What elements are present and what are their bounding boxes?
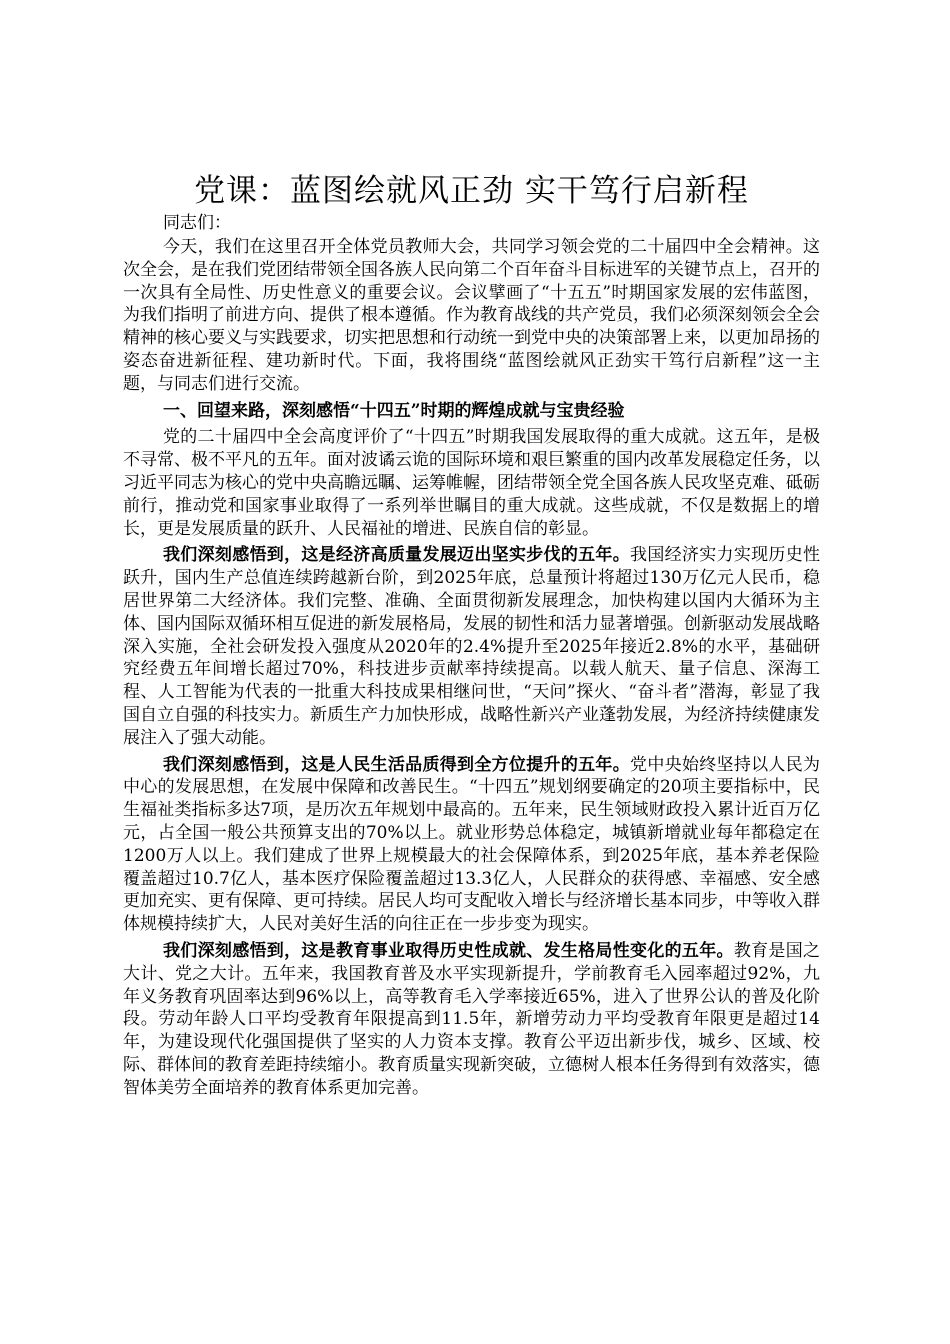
section-paragraph-3 bbox=[123, 754, 820, 936]
paragraph-body-livelihood: 党中央始终坚持以人民为中心的发展思想，在发展中保障和改善民生。“十四五”规划纲要确定的20项主要指标中，民生福祉类指标多达7项，是历次五年规划中最高的。五年来，民生领域财政投入累计近百万亿元，占全国一般公共预算支出的70%以上。就业形势总体稳定，城镇新增就业每年都稳定在1200万人以上。我们建成了世界上规模最大的社会保障体系，到2025年底，基本养老保险覆盖超过10.7亿人，基本医疗保险覆盖超过13.3亿人，人民群众的获得感、幸福感、安全感更加充实、更有保障、更可持续。居民人均可支配收入增长与经济增长基本同步，中等收入群体规模持续扩大，人民对美好生活的向往正在一步步变为现实。 bbox=[123, 754, 821, 935]
section-paragraph-1: 党的二十届四中全会高度评价了“十四五”时期我国发展取得的重大成就。这五年，是极不寻常、极不平凡的五年。面对波谲云诡的国际环境和艰巨繁重的国内改革发展稳定任务，以习近平同志为核心的党中央高瞻远瞩、运筹帷幄，团结带领全党全国各族人民攻坚克难、砥砺前行，推动党和国家事业取得了一系列举世瞩目的重大成就。这些成就，不仅是数据上的增长，更是发展质量的跃升、人民福祉的增进、民族自信的彰显。 bbox=[123, 427, 820, 539]
paragraph-lead-economy: 我们深刻感悟到，这是经济高质量发展迈出坚实步伐的五年。 bbox=[163, 545, 631, 566]
intro-paragraph: 今天，我们在这里召开全体党员教师大会，共同学习领会党的二十届四中全会精神。这次全会，是在我们党团结带领全国各族人民向第二个百年奋斗目标进军的关键节点上，召开的一次具有全局性、历史性意义的重要会议。会议擘画了“十五五”时期国家发展的宏伟蓝图，为我们指明了前进方向、提供了根本遵循。作为教育战线的共产党员，我们必须深刻领会全会精神的核心要义与实践要求，切实把思想和行动统一到党中央的决策部署上来，以更加昂扬的姿态奋进新征程、建功新时代。下面，我将围绕“蓝图绘就风正劲实干笃行启新程”这一主题，与同志们进行交流。 bbox=[123, 237, 820, 394]
greeting: 同志们： bbox=[163, 213, 231, 233]
document-page bbox=[123, 170, 820, 1103]
paragraph-lead-livelihood: 我们深刻感悟到，这是人民生活品质得到全方位提升的五年。 bbox=[163, 754, 631, 775]
section-paragraph-2 bbox=[123, 544, 820, 749]
document-title: 党课：蓝图绘就风正劲 实干笃行启新程 bbox=[194, 173, 749, 209]
paragraph-body-economy: 我国经济实力实现历史性跃升，国内生产总值连续跨越新台阶，到2025年底，总量预计将超过130万亿元人民币，稳居世界第二大经济体。我们完整、准确、全面贯彻新发展理念，加快构建以国内大循环为主体、国内国际双循环相互促进的新发展格局，发展的韧性和活力显著增强。创新驱动发展战略深入实施，全社会研发投入强度从2020年的2.4%提升至2025年接近2.8%的水平，基础研究经费五年间增长超过70%，科技进步贡献率持续提高。以载人航天、量子信息、深海工程、人工智能为代表的一批重大科技成果相继问世，“天问”探火、“奋斗者”潜海，彰显了我国自立自强的科技实力。新质生产力加快形成，战略性新兴产业蓬勃发展，为经济持续健康发展注入了强大动能。 bbox=[123, 545, 821, 748]
section-heading: 一、回望来路，深刻感悟“十四五”时期的辉煌成就与宝贵经验 bbox=[163, 400, 625, 421]
paragraph-lead-education: 我们深刻感悟到，这是教育事业取得历史性成就、发生格局性变化的五年。 bbox=[163, 940, 734, 961]
paragraph-body-education: 教育是国之大计、党之大计。五年来，我国教育普及水平实现新提升，学前教育毛入园率超过92%，九年义务教育巩固率达到96%以上，高等教育毛入学率接近65%，进入了世界公认的普及化阶段。劳动年龄人口平均受教育年限提高到11.5年，新增劳动力平均受教育年限更是超过14年，为建设现代化强国提供了坚实的人力资本支撑。教育公平迈出新步伐，城乡、区域、校际、群体间的教育差距持续缩小。教育质量实现新突破，立德树人根本任务得到有效落实，德智体美劳全面培养的教育体系更加完善。 bbox=[123, 940, 821, 1098]
section-paragraph-4 bbox=[123, 940, 820, 1100]
